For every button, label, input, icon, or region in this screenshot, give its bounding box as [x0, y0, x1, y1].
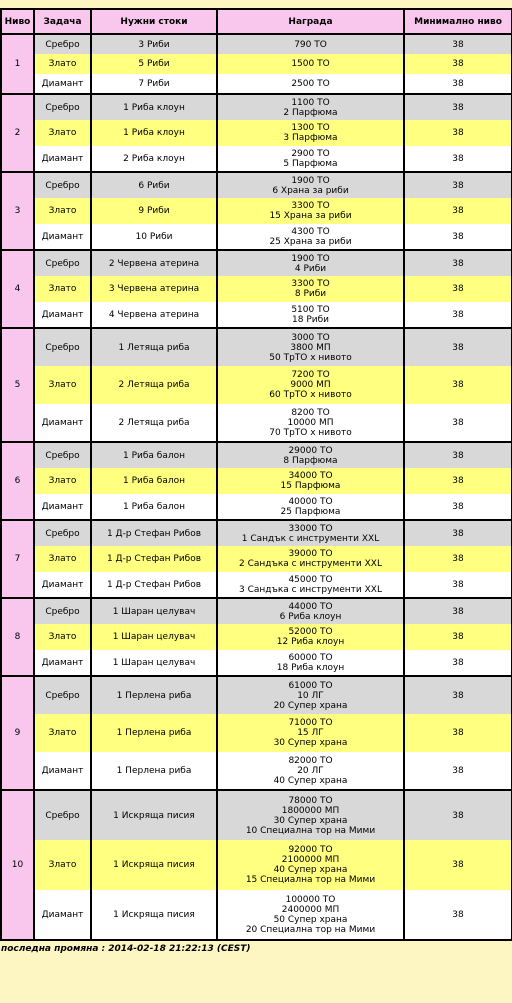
goods-cell: 1 Д-р Стефан Рибов [91, 520, 217, 546]
reward-line: 1100 ТО [291, 97, 330, 108]
reward-line: 6 Риба клоун [279, 611, 342, 622]
reward-line: 20 Специална тор на Мими [245, 924, 376, 935]
min-level-cell: 38 [404, 74, 512, 94]
reward-line: 20 Супер храна [273, 700, 348, 711]
min-level-cell: 38 [404, 404, 512, 442]
reward-line: 30 Супер храна [273, 738, 348, 748]
task-cell: Диамант [34, 650, 91, 676]
reward-cell [217, 598, 404, 624]
min-level-cell: 38 [404, 598, 512, 624]
header-reward: Награда [217, 9, 404, 34]
task-cell: Сребро [34, 328, 91, 366]
min-level-cell: 38 [404, 650, 512, 676]
header-task: Задача [34, 9, 91, 34]
goods-cell: 2 Червена атерина [91, 250, 217, 276]
reward-cell [217, 94, 404, 120]
min-level-cell: 38 [404, 198, 512, 224]
min-level-cell: 38 [404, 546, 512, 572]
reward-line: 60 ТрТО x нивото [269, 390, 352, 400]
table-row [1, 890, 512, 940]
table-row [1, 598, 512, 624]
goods-cell: 1 Шаран целувач [91, 598, 217, 624]
goods-cell: 1 Д-р Стефан Рибов [91, 546, 217, 572]
level-cell: 8 [1, 598, 34, 676]
min-level-cell: 38 [404, 366, 512, 404]
reward-line: 6 Храна за риби [272, 185, 349, 196]
reward-line: 50 ТрТО x нивото [269, 352, 352, 363]
goods-cell: 1 Риба клоун [91, 120, 217, 146]
task-cell: Злато [34, 714, 91, 752]
header-min-level: Минимално ниво [404, 9, 512, 34]
reward-line: 18 Риба клоун [276, 662, 345, 673]
reward-line: 15 Храна за риби [269, 211, 352, 221]
task-cell: Злато [34, 840, 91, 890]
min-level-cell: 38 [404, 624, 512, 650]
reward-line: 50 Супер храна [273, 914, 348, 925]
table-row [1, 250, 512, 276]
min-level-cell: 38 [404, 714, 512, 752]
min-level-cell: 38 [404, 494, 512, 520]
reward-line: 12 Риба клоун [276, 637, 345, 647]
reward-cell [217, 520, 404, 546]
reward-cell [217, 146, 404, 172]
reward-cell [217, 546, 404, 572]
min-level-cell: 38 [404, 442, 512, 468]
reward-cell [217, 302, 404, 328]
reward-line: 1900 ТО [291, 253, 330, 264]
reward-line: 30 Супер храна [273, 815, 348, 826]
min-level-cell: 38 [404, 250, 512, 276]
reward-line: 34000 ТО [288, 471, 333, 481]
task-cell: Сребро [34, 172, 91, 198]
reward-line: 100000 ТО [285, 894, 336, 905]
table-header [1, 9, 512, 34]
table-row [1, 650, 512, 676]
reward-line: 9000 МП [290, 380, 331, 390]
table-row [1, 442, 512, 468]
reward-line: 1900 ТО [291, 175, 330, 186]
goods-cell: 1 Искряща писия [91, 840, 217, 890]
goods-cell: 10 Риби [91, 224, 217, 250]
reward-line: 52000 ТО [288, 627, 333, 637]
table-row [1, 494, 512, 520]
reward-line: 3000 ТО [291, 332, 330, 343]
reward-cell [217, 366, 404, 404]
reward-line: 2900 ТО [291, 148, 330, 159]
goods-cell: 1 Шаран целувач [91, 624, 217, 650]
table-row [1, 54, 512, 74]
reward-cell [217, 790, 404, 840]
task-cell: Сребро [34, 442, 91, 468]
reward-line: 18 Риби [292, 314, 329, 325]
goods-cell: 4 Червена атерина [91, 302, 217, 328]
reward-line: 2 Сандъка с инструменти XXL [239, 559, 382, 569]
goods-cell: 1 Д-р Стефан Рибов [91, 572, 217, 598]
min-level-cell: 38 [404, 790, 512, 840]
task-cell: Злато [34, 54, 91, 74]
goods-cell: 2 Риба клоун [91, 146, 217, 172]
level-cell: 6 [1, 442, 34, 520]
table-row [1, 404, 512, 442]
table-row [1, 302, 512, 328]
min-level-cell: 38 [404, 840, 512, 890]
reward-line: 5 Парфюма [283, 158, 338, 169]
reward-line: 3800 МП [290, 342, 331, 353]
goods-cell: 1 Риба клоун [91, 94, 217, 120]
table-row [1, 520, 512, 546]
task-cell: Сребро [34, 676, 91, 714]
table-row [1, 276, 512, 302]
table-row [1, 624, 512, 650]
reward-cell [217, 752, 404, 790]
goods-cell: 1 Риба балон [91, 468, 217, 494]
min-level-cell: 38 [404, 520, 512, 546]
reward-cell [217, 572, 404, 598]
table-row [1, 840, 512, 890]
goods-cell: 6 Риби [91, 172, 217, 198]
task-cell: Диамант [34, 404, 91, 442]
task-cell: Сребро [34, 34, 91, 54]
goods-cell: 1 Искряща писия [91, 790, 217, 840]
min-level-cell: 38 [404, 94, 512, 120]
goods-cell: 7 Риби [91, 74, 217, 94]
min-level-cell: 38 [404, 572, 512, 598]
reward-line: 10 ЛГ [297, 690, 324, 701]
reward-line: 2400000 МП [281, 904, 340, 915]
task-cell: Злато [34, 468, 91, 494]
reward-line: 2500 ТО [291, 78, 330, 89]
reward-line: 92000 ТО [288, 845, 333, 855]
level-cell: 2 [1, 94, 34, 172]
table-row [1, 366, 512, 404]
level-cell: 9 [1, 676, 34, 790]
task-cell: Диамант [34, 890, 91, 940]
reward-cell [217, 54, 404, 74]
table-row [1, 546, 512, 572]
table-row [1, 74, 512, 94]
reward-line: 8 Риби [294, 289, 327, 299]
goods-cell: 1 Шаран целувач [91, 650, 217, 676]
reward-line: 4 Риби [294, 263, 327, 274]
reward-line: 33000 ТО [288, 523, 333, 534]
min-level-cell: 38 [404, 146, 512, 172]
reward-line: 2100000 МП [281, 855, 340, 865]
reward-line: 10 Специална тор на Мими [245, 825, 376, 836]
reward-cell [217, 404, 404, 442]
reward-cell [217, 442, 404, 468]
task-cell: Сребро [34, 94, 91, 120]
reward-cell [217, 494, 404, 520]
min-level-cell: 38 [404, 752, 512, 790]
reward-line: 40 Супер храна [273, 865, 348, 875]
min-level-cell: 38 [404, 224, 512, 250]
task-cell: Диамант [34, 494, 91, 520]
min-level-cell: 38 [404, 328, 512, 366]
reward-cell [217, 840, 404, 890]
reward-cell [217, 172, 404, 198]
min-level-cell: 38 [404, 276, 512, 302]
reward-line: 3 Сандъка с инструменти XXL [239, 584, 382, 595]
goods-cell: 3 Риби [91, 34, 217, 54]
task-cell: Злато [34, 624, 91, 650]
reward-line: 45000 ТО [288, 574, 333, 585]
task-cell: Злато [34, 276, 91, 302]
table-row [1, 572, 512, 598]
reward-cell [217, 198, 404, 224]
table-row [1, 328, 512, 366]
reward-line: 60000 ТО [288, 652, 333, 663]
table-row [1, 94, 512, 120]
table-row [1, 146, 512, 172]
reward-line: 2 Парфюма [283, 107, 338, 118]
reward-line: 44000 ТО [288, 601, 333, 612]
goods-cell: 2 Летяща риба [91, 404, 217, 442]
goods-cell: 1 Летяща риба [91, 328, 217, 366]
min-level-cell: 38 [404, 34, 512, 54]
reward-line: 61000 ТО [288, 680, 333, 691]
reward-line: 5100 ТО [291, 304, 330, 315]
task-cell: Диамант [34, 302, 91, 328]
goods-cell: 1 Перлена риба [91, 676, 217, 714]
reward-cell [217, 328, 404, 366]
task-cell: Злато [34, 198, 91, 224]
reward-line: 15 Парфюма [280, 481, 341, 491]
task-cell: Диамант [34, 146, 91, 172]
reward-line: 7200 ТО [291, 370, 330, 380]
task-cell: Сребро [34, 520, 91, 546]
reward-line: 4300 ТО [291, 226, 330, 237]
fishing-tasks-table [0, 8, 512, 941]
level-cell: 10 [1, 790, 34, 940]
goods-cell: 1 Риба балон [91, 442, 217, 468]
min-level-cell: 38 [404, 54, 512, 74]
level-cell: 7 [1, 520, 34, 598]
reward-line: 1500 ТО [291, 59, 330, 69]
level-cell: 4 [1, 250, 34, 328]
reward-line: 15 ЛГ [297, 728, 324, 738]
last-modified: последна промяна : 2014-02-18 21:22:13 (CEST) [1, 944, 251, 954]
reward-line: 20 ЛГ [297, 765, 324, 776]
table-row [1, 752, 512, 790]
min-level-cell: 38 [404, 302, 512, 328]
table-row [1, 198, 512, 224]
min-level-cell: 38 [404, 120, 512, 146]
min-level-cell: 38 [404, 468, 512, 494]
reward-line: 8200 ТО [291, 407, 330, 418]
task-cell: Диамант [34, 752, 91, 790]
table-row [1, 34, 512, 54]
min-level-cell: 38 [404, 172, 512, 198]
table-row [1, 714, 512, 752]
reward-line: 15 Специална тор на Мими [245, 875, 376, 885]
task-cell: Злато [34, 366, 91, 404]
reward-line: 70 ТрТО x нивото [269, 427, 352, 438]
reward-line: 25 Парфюма [280, 506, 341, 517]
goods-cell: 1 Перлена риба [91, 714, 217, 752]
goods-cell: 3 Червена атерина [91, 276, 217, 302]
reward-line: 40000 ТО [288, 496, 333, 507]
min-level-cell: 38 [404, 676, 512, 714]
reward-cell [217, 34, 404, 54]
task-cell: Диамант [34, 572, 91, 598]
reward-line: 8 Парфюма [283, 455, 338, 466]
reward-cell [217, 468, 404, 494]
level-cell: 5 [1, 328, 34, 442]
task-cell: Сребро [34, 598, 91, 624]
reward-line: 82000 ТО [288, 755, 333, 766]
goods-cell: 9 Риби [91, 198, 217, 224]
reward-line: 790 ТО [294, 39, 327, 50]
reward-cell [217, 224, 404, 250]
table-row [1, 676, 512, 714]
table-body [1, 34, 512, 940]
reward-line: 39000 ТО [288, 549, 333, 559]
reward-line: 71000 ТО [288, 718, 333, 728]
goods-cell: 1 Риба балон [91, 494, 217, 520]
task-cell: Злато [34, 120, 91, 146]
reward-line: 40 Супер храна [273, 775, 348, 786]
level-cell: 1 [1, 34, 34, 94]
reward-cell [217, 276, 404, 302]
reward-line: 1 Сандък с инструменти XXL [241, 533, 380, 544]
table-row [1, 224, 512, 250]
task-cell: Диамант [34, 74, 91, 94]
goods-cell: 1 Искряща писия [91, 890, 217, 940]
table-row [1, 172, 512, 198]
task-cell: Сребро [34, 250, 91, 276]
header-level: Ниво [1, 9, 34, 34]
reward-cell [217, 650, 404, 676]
table-row [1, 468, 512, 494]
header-goods: Нужни стоки [91, 9, 217, 34]
goods-cell: 1 Перлена риба [91, 752, 217, 790]
reward-line: 10000 МП [287, 417, 334, 428]
reward-cell [217, 890, 404, 940]
reward-line: 3 Парфюма [283, 133, 338, 143]
reward-line: 29000 ТО [288, 445, 333, 456]
min-level-cell: 38 [404, 890, 512, 940]
reward-cell [217, 74, 404, 94]
reward-line: 78000 ТО [288, 795, 333, 806]
goods-cell: 5 Риби [91, 54, 217, 74]
goods-cell: 2 Летяща риба [91, 366, 217, 404]
reward-line: 1300 ТО [291, 123, 330, 133]
reward-line: 3300 ТО [291, 201, 330, 211]
reward-cell [217, 714, 404, 752]
level-cell: 3 [1, 172, 34, 250]
reward-cell [217, 676, 404, 714]
reward-cell [217, 120, 404, 146]
reward-cell [217, 624, 404, 650]
reward-cell [217, 250, 404, 276]
task-cell: Сребро [34, 790, 91, 840]
reward-line: 3300 ТО [291, 279, 330, 289]
reward-line: 25 Храна за риби [269, 236, 352, 247]
task-cell: Злато [34, 546, 91, 572]
task-cell: Диамант [34, 224, 91, 250]
table-row [1, 120, 512, 146]
reward-line: 1800000 МП [281, 805, 340, 816]
table-row [1, 790, 512, 840]
